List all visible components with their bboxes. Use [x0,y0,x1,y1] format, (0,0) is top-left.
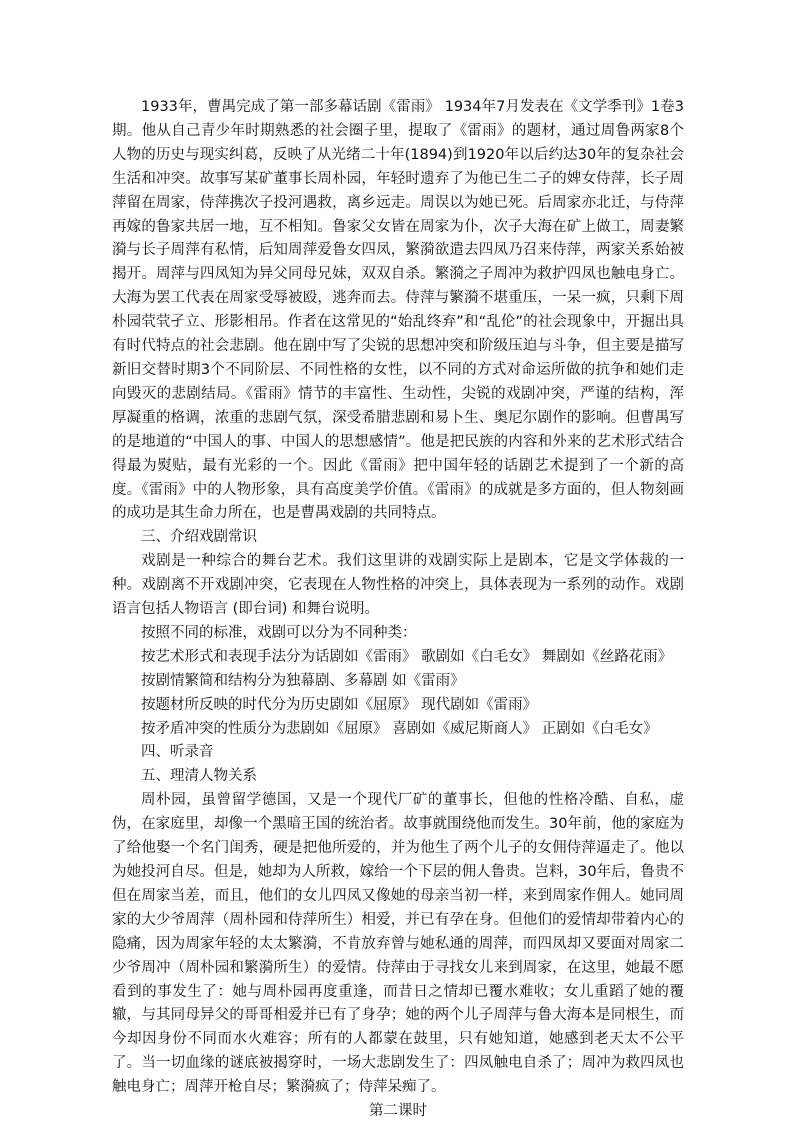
section-heading-character-relations: 五、理清人物关系 [141,768,257,785]
document-body [112,96,684,1124]
classification-by-era: 按题材所反映的时代分为历史剧如《屈原》 现代剧如《雷雨》 [141,696,538,713]
classification-by-plot: 按剧情繁简和结构分为独幕剧、多幕剧 如《雷雨》 [141,672,465,689]
lesson-label: 第二课时 [369,1103,427,1120]
character-relations-paragraph: 周朴园，虽曾留学德国，又是一个现代厂矿的董事长，但他的性格冷酷、自私，虚伪，在家庭里，却像一个黑暗王国的统治者。故事就围绕他而发生。30年前，他的家庭为了给他娶一个名门闺秀，硬是把他所爱的，并为他生了两个儿子的女佣侍萍逼走了。他以为她投河自尽。但是，她却为人所救，嫁给一个下层的佣人鲁贵。岂料，30年后，鲁贵不但在周家当差，而且，他们的女儿四凤又像她的母亲当初一样，来到周家作佣人。她同周家的大少爷周萍（周朴园和侍萍所生）相爱，并已有孕在身。但他们的爱情却带着内心的隐痛，因为周家年轻的太太繁漪，不肯放弃曾与她私通的周萍，而四凤却又要面对周家二少爷周冲（周朴园和繁漪所生）的爱情。侍萍由于寻找女儿来到周家，在这里，她最不愿看到的事发生了：她与周朴园再度重逢，而昔日之情却已覆水难收；女儿重蹈了她的覆辙，与其同母异父的哥哥相爱并已有了身孕；她的两个儿子周萍与鲁大海本是同根生，而今却因身份不同而水火难容；所有的人都蒙在鼓里，只有她知道，她感到老天太不公平了。当一切血缘的谜底被揭穿时，一场大悲剧发生了：四凤触电自杀了；周冲为救四凤也触电身亡；周萍开枪自尽；繁漪疯了；侍萍呆痴了。 [112,792,684,1096]
section-heading-listen-recording: 四、听录音 [141,744,214,761]
intro-paragraph: 1933年，曹禺完成了第一部多幕话剧《雷雨》 1934年7月发表在《文学季刊》1卷3期。他从自己青少年时期熟悉的社会圈子里，提取了《雷雨》的题材，通过周鲁两家8个人物的历史与现实纠葛，反映了从光绪二十年(1894)到1920年以后约达30年的复杂社会生活和冲突。故事写某矿董事长周朴园，年轻时遗弃了为他已生二子的婢女侍萍，长子周萍留在周家，侍萍携次子投河遇救，离乡远走。周误以为她已死。后周家亦北迁，与侍萍再嫁的鲁家共居一地，互不相知。鲁家父女皆在周家为仆，次子大海在矿上做工，周妻繁漪与长子周萍有私情，后知周萍爱鲁女四凤，繁漪欲遣去四凤乃召来侍萍，两家关系始被揭开。周萍与四凤知为异父同母兄妹，双双自杀。繁漪之子周冲为救护四凤也触电身亡。大海为罢工代表在周家受辱被殴，逃奔而去。侍萍与繁漪不堪重压，一呆一疯，只剩下周朴园茕茕孑立、形影相吊。作者在这常见的“始乱终弃”和“乱伦”的社会现象中，开掘出具有时代特点的社会悲剧。他在剧中写了尖锐的思想冲突和阶级压迫与斗争，但主要是描写新旧交替时期3个不同阶层、不同性格的女性，以不同的方式对命运所做的抗争和她们走向毁灭的悲剧结局。《雷雨》情节的丰富性、生动性，尖锐的戏剧冲突，严谨的结构，浑厚凝重的格调，浓重的悲剧气氛，深受希腊悲剧和易卜生、奥尼尔剧作的影响。但曹禺写的是地道的“中国人的事、中国人的思想感情”。他是把民族的内容和外来的艺术形式结合得最为熨贴，最有光彩的一个。因此《雷雨》把中国年轻的话剧艺术提到了一个新的高度。《雷雨》中的人物形象，具有高度美学价值。《雷雨》的成就是多方面的，但人物刻画的成功是其生命力所在，也是曹禺戏剧的共同特点。 [112,99,684,522]
classification-by-conflict: 按矛盾冲突的性质分为悲剧如《屈原》 喜剧如《威尼斯商人》 正剧如《白毛女》 [141,720,658,737]
classification-by-form: 按艺术形式和表现手法分为话剧如《雷雨》 歌剧如《白毛女》 舞剧如《丝路花雨》 [141,648,673,665]
section-heading-drama-knowledge: 三、介绍戏剧常识 [141,529,257,546]
classification-intro: 按照不同的标准，戏剧可以分为不同种类： [141,624,417,641]
drama-definition-paragraph: 戏剧是一种综合的舞台艺术。我们这里讲的戏剧实际上是剧本，它是文学体裁的一种。戏剧离不开戏剧冲突，它表现在人物性格的冲突上，具体表现为一系列的动作。戏剧语言包括人物语言 (即台词) 和舞台说明。 [112,553,684,618]
